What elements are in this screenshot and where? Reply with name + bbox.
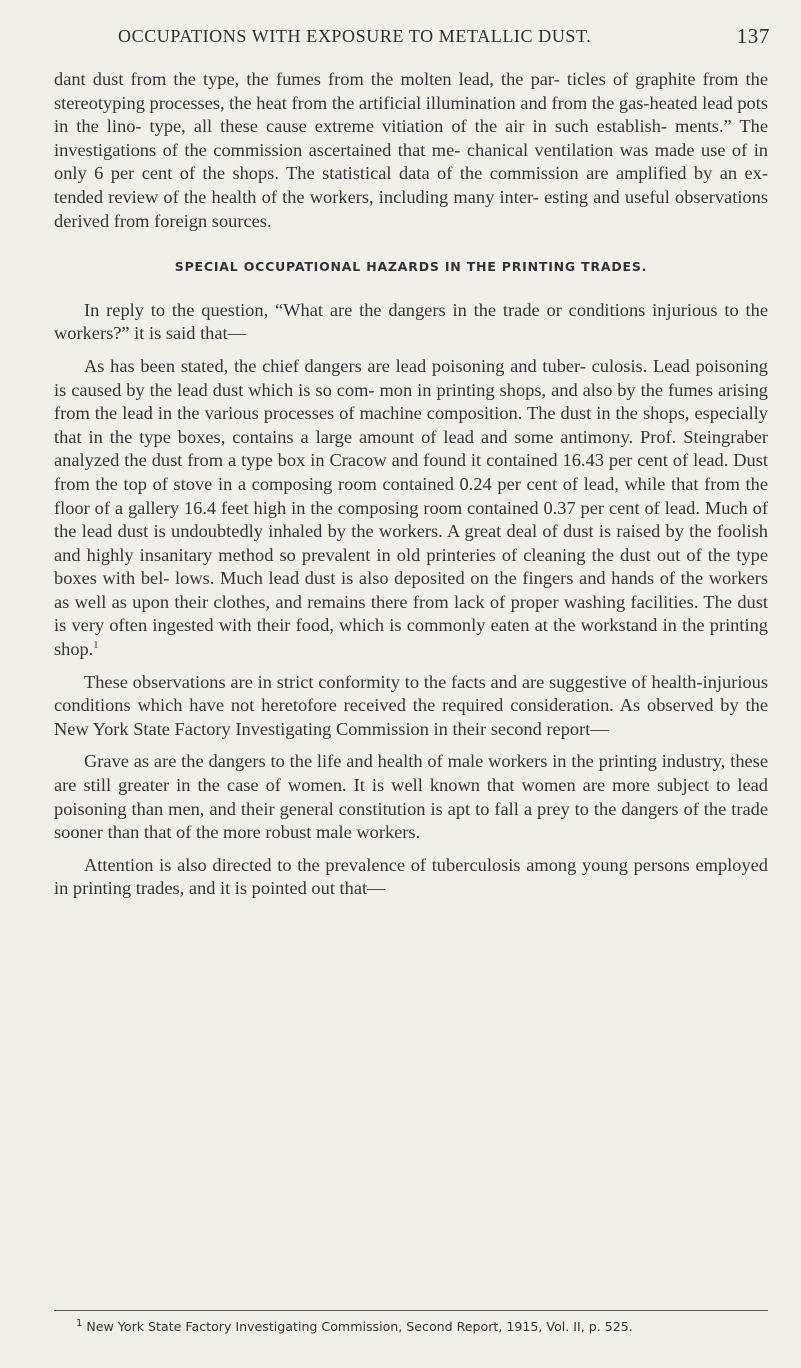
footnote-text: New York State Factory Investigating Commission, Second Report, 1915, Vol. II, p. 525. — [86, 1319, 633, 1334]
section-heading: SPECIAL OCCUPATIONAL HAZARDS IN THE PRINTING TRADES. — [174, 259, 648, 275]
paragraph-question: In reply to the question, “What are the dangers in the trade or conditions injurious to the workers?” it is said that— — [54, 299, 768, 344]
footnote-rule — [54, 1310, 768, 1311]
paragraph-dangers — [54, 355, 768, 662]
paragraph-continuation: dant dust from the type, the fumes from the molten lead, the par- ticles of graphite from the stereotyping processes, the heat from the artificial illumination and from the gas-heated lead pots in the lino- type, all these cause extreme vitiation of the air in such establish- ments.” The investigations of the commission ascertained that me- chanical ventilation was made use of in only 6 per cent of the shops. The statistical data of the commission are amplified by an ex- tended review of the health of the workers, including many inter- esting and useful observations derived from foreign sources. — [54, 69, 768, 231]
running-title: OCCUPATIONS WITH EXPOSURE TO METALLIC DUST. — [118, 26, 592, 46]
paragraph-observations: These observations are in strict conformity to the facts and are suggestive of health-injurious conditions which have not heretofore received the required consideration. As observed by the New York State Factory Investigating Commission in their second report— — [54, 671, 768, 739]
footnote — [54, 1318, 768, 1336]
paragraph-women-workers: Grave as are the dangers to the life and health of male workers in the printing industry, these are still greater in the case of women. It is well known that women are more subject to lead poisoning than men, and their general constitution is apt to fall a prey to the dangers of the trade sooner than that of the more robust male workers. — [54, 751, 768, 843]
paragraph-tuberculosis: Attention is also directed to the prevalence of tuberculosis among young persons employed in printing trades, and it is pointed out that— — [54, 854, 768, 899]
paragraph-dangers-text: As has been stated, the chief dangers are lead poisoning and tuber- culosis. Lead poisoning is caused by the lead dust which is so com- mon in printing shops, and also by the fumes arising from the lead in the various processes of machine composition. The dust in the shops, especially that in the type boxes, contains a large amount of lead and some antimony. Prof. Steingraber analyzed the dust from a type box in Cracow and found it contained 16.43 per cent of lead. Dust from the top of stove in a composing room contained 0.24 per cent of lead, while that from the floor of a gallery 16.4 feet high in the composing room contained 0.37 per cent of lead. Much of the lead dust is undoubtedly inhaled by the workers. A great deal of dust is raised by the foolish and highly insanitary method so prevalent in old printeries of cleaning the dust out of the type boxes with bel- lows. Much lead dust is also deposited on the fingers and hands of the workers as well as upon their clothes, and remains there from lack of proper washing facilities. The dust is very often ingested with their food, which is commonly eaten at the workstand in the printing shop. — [54, 355, 768, 660]
page-number: 137 — [736, 24, 770, 48]
footnote-ref: 1 — [93, 639, 99, 651]
footnote-mark: 1 — [76, 1317, 83, 1329]
running-header — [118, 26, 770, 47]
body-text — [54, 68, 768, 901]
